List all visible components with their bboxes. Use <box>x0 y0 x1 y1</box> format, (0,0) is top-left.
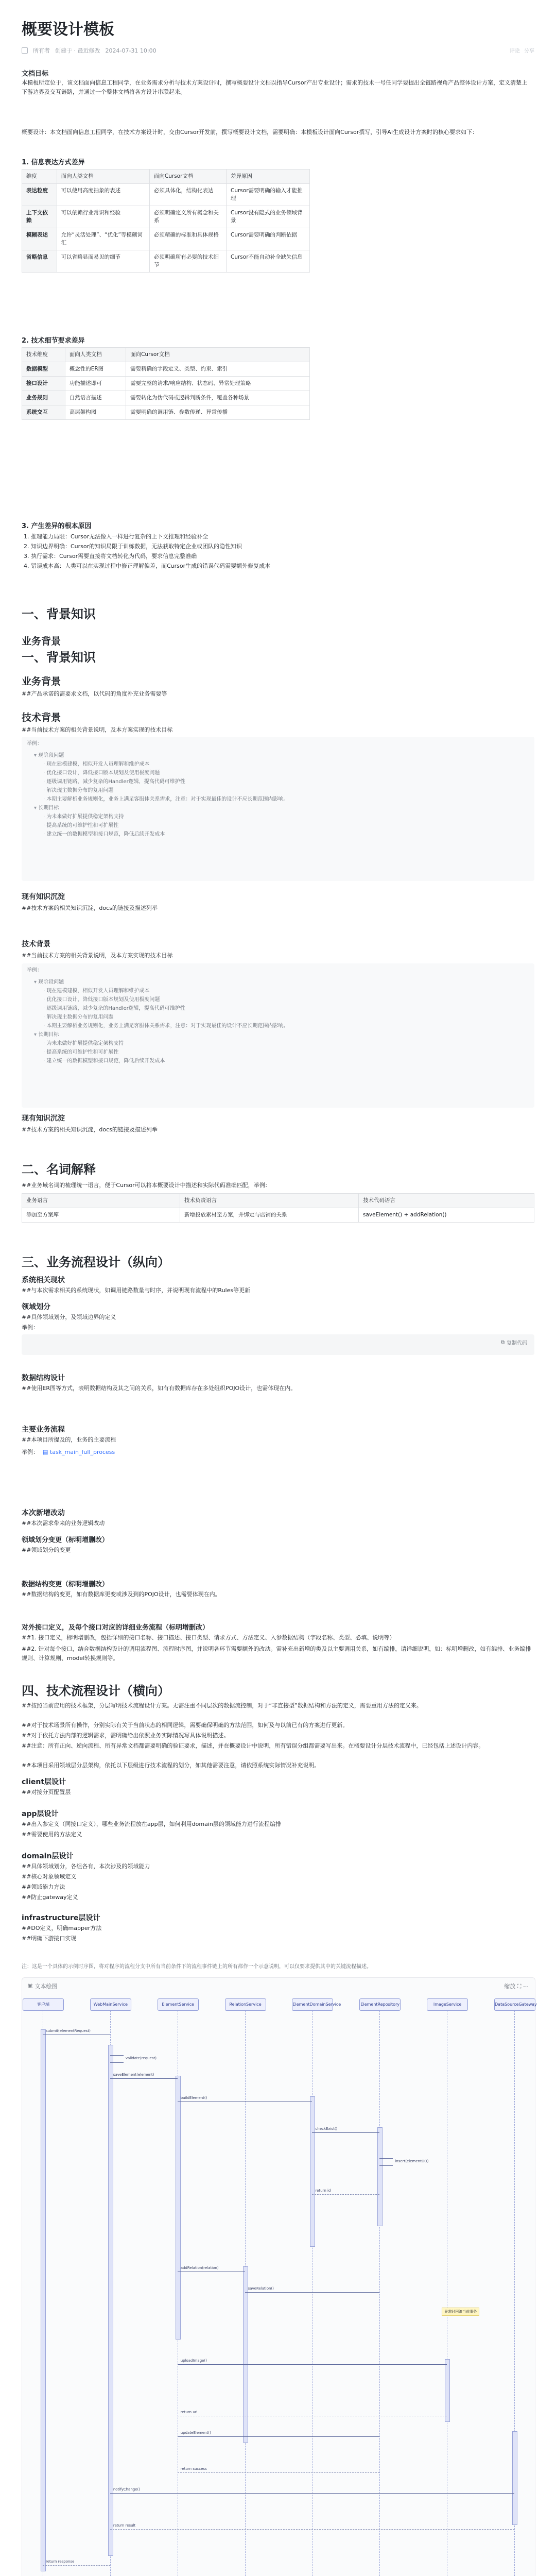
tree-leaf: · 建立统一的数据模型和接口规范，降低后续开发成本 <box>43 830 528 839</box>
message-label: buildElement() <box>180 2096 207 2100</box>
tree-leaf: · 为未来做好扩展提供稳定架构支持 <box>43 812 528 821</box>
activation-bar <box>41 2029 46 2571</box>
flow-note: ##本项目所提及的，业务的主要流程 <box>22 1436 116 1443</box>
domain-example-label: 举例： <box>22 1324 39 1331</box>
api-note-2: ##2. 针对每个接口，结合数据结构设计的调用流程图、流程时序图，并说明各环节需要额外的改动。需补充出新增的类及以主要调用关系，如有编排，请详细说明，如：标明增删改，如有编排、业务编排规则、计算规则、model转换规则等。 <box>22 1646 531 1662</box>
message-label: return result <box>113 2523 136 2528</box>
list-item: 2. 知识边界明确：Cursor的知识局限于训练数据，无法获取特定企业或团队的隐性知识 <box>31 541 494 551</box>
message-label: addRelation(relation) <box>180 2266 219 2270</box>
goal-tree <box>27 978 528 1065</box>
tech-note-3: ##对于依托方法内部的逻辑需求，需明确给出依照业务实际情况写具体说明描述。 <box>22 1732 230 1739</box>
intro-para-2: 概要设计：本文档面向信息工程同学，在技术方案设计时，交由Cursor开发前，撰写概要设计文档，需要明确：本模板设计面向Cursor撰写，引导AI生成设计方案时的核心要求如下： <box>22 129 478 135</box>
table-header: 技术代码语言 <box>359 1194 534 1208</box>
part1-heading-dup: 一、背景知识 <box>22 650 96 665</box>
more-icon[interactable]: ⋯ <box>523 1983 529 1990</box>
section2-heading: 2. 技术细节要求差异 <box>22 337 85 345</box>
example-label: 举例： <box>27 968 42 973</box>
tree-leaf: · 提高系统的可维护性和可扩展性 <box>43 1048 528 1057</box>
tree-leaf: · 提高系统的可维护性和可扩展性 <box>43 821 528 830</box>
table-cell: Cursor没有隐式的业务领域背景 <box>227 206 310 228</box>
activation-bar <box>377 2127 383 2226</box>
existing-note-2: ##技术方案的相关知识沉淀，docs的链接及描述列举 <box>22 1126 158 1133</box>
zoom-control[interactable]: 缩放 <box>504 1983 516 1990</box>
existing-heading-1: 现有知识沉淀 <box>22 893 65 901</box>
tech-bg-note-2: ##当前技术方案的相关背景说明，及本方案实现的技术目标 <box>22 952 173 959</box>
table-row <box>22 362 310 377</box>
message-label: return id <box>315 2189 331 2193</box>
table-cell: 概念性的ER图 <box>65 362 126 377</box>
biz-bg-heading-a: 业务背景 <box>22 636 61 647</box>
example-label: 举例： <box>27 741 42 747</box>
list-item: 1. 推理能力局限：Cursor无法像人一样进行复杂的上下文推理和经验补全 <box>31 532 494 541</box>
domain-heading: 领域划分 <box>22 1303 50 1311</box>
section1-heading: 1. 信息表达方式差异 <box>22 159 85 166</box>
biz-bg-heading-b: 业务背景 <box>22 676 61 687</box>
participant-box: ElementService <box>158 1998 199 2011</box>
table-row <box>22 184 310 206</box>
table-cell: Cursor需要明确的判断依据 <box>227 228 310 250</box>
meta-owner[interactable]: 所有者 <box>33 47 50 54</box>
table-cell: 必须明确所有必要的技术细节 <box>149 250 226 273</box>
share-button[interactable]: 分享 <box>524 48 534 54</box>
participant-box: DataSourceGateway <box>494 1998 535 2011</box>
status-heading: 系统相关现状 <box>22 1276 65 1284</box>
domain-layer-heading: domain层设计 <box>22 1852 74 1860</box>
data-change-heading: 数据结构变更（标明增删改） <box>22 1581 109 1588</box>
table-row <box>22 1208 534 1223</box>
table-row <box>22 377 310 391</box>
activation-bar <box>310 2096 315 2247</box>
tree-leaf: · 逐级调用链路，减少复杂的Handler逻辑，提高代码可维护性 <box>43 1004 528 1013</box>
intro-para-1: 本模板所定位于，该文档面向信息工程同学，在业务需求分析与技术方案设计时，撰写概要设计文档以指导Cursor产出专业设计；需求的技术一号任同学要提出全链路视角产品整体设计方案，定义清楚上下游边界及交互链路，并通过一个整体文档将各方设计串联起来。 <box>22 79 528 95</box>
message-label: insert(elementDO) <box>395 2159 429 2163</box>
table-header: 差异原因 <box>227 170 310 184</box>
model-note: ##使用ER图等方式，表明数据结构及其之间的关系，如有有数据库存在多处组织POJO设计，也需体现在内。 <box>22 1385 297 1392</box>
tree-node[interactable]: ▾ 现阶段问题 · 现在建模建模，相似开发人员理解和维护成本 · 优化接口设计，降低接口版本规划及使用极度问题 · 逐级调用链路，减少复杂的Handler逻辑，提高代码可维护性 · 解决现主数据分布的复用问题 · 本期主要解析业务规则化，业务上满足客服体关系需求，注意：对于实现最佳的设计不应长期范围内影响。 <box>34 751 528 804</box>
tree-leaf: · 现在建模建模，相似开发人员理解和维护成本 <box>43 987 528 995</box>
self-message <box>379 2165 393 2166</box>
diff-table-2 <box>22 347 310 420</box>
table-row <box>22 228 310 250</box>
infra-note-1: ##DO定义，明确mapper方法 <box>22 1925 102 1931</box>
table-cell: 需要明确的调用链、参数传递、异常传播 <box>126 405 310 420</box>
table-header: 维度 <box>22 170 57 184</box>
copy-icon: ⧉ <box>500 1340 505 1345</box>
data-change-note: ##数据结构的变更，如有数据库更变或涉及到的POJO设计，也需要体现在内。 <box>22 1591 221 1598</box>
change-heading: 本次新增改动 <box>22 1509 65 1517</box>
tree-leaf: · 优化接口设计，降低接口版本规划及使用极度问题 <box>43 995 528 1004</box>
table-cell: 模糊表述 <box>22 228 57 250</box>
table-header: 面向人类文档 <box>57 170 149 184</box>
tech-note-4: ##注意：所有正向、逆向流程、所有异常文档都需要明确的验证要求，描述，并在概要设计中说明，所有错误分组都需要写出来。在概要设计分层技术流程中，已经包括上述设计内容。 <box>22 1742 484 1749</box>
glossary-note: ##业务域名词的梳理统一语言，便于Cursor可以将本概要设计中描述和实际代码准确匹配，举例： <box>22 1182 271 1189</box>
table-cell: 新增投放素材至方案，并绑定与店铺的关系 <box>180 1208 359 1223</box>
flow-example-row <box>22 1448 115 1457</box>
table-header: 技术维度 <box>22 348 65 362</box>
part3-heading: 三、业务流程设计（纵向） <box>22 1255 170 1269</box>
diagram-icon: ⌘ <box>27 1983 35 1990</box>
copy-code-label: 复制代码 <box>507 1341 527 1346</box>
message-label: validate(request) <box>125 2056 157 2060</box>
owner-icon <box>22 47 28 54</box>
message-label: submit(elementRequest) <box>46 2029 91 2033</box>
self-message <box>110 2055 124 2056</box>
tech-bg-heading-1: 技术背景 <box>22 712 61 723</box>
domain-note: ##具体领域划分，及领域边界的定义 <box>22 1314 116 1320</box>
call-message <box>178 2436 380 2437</box>
domain-layer-note-2: ##核心对象领域定义 <box>22 1873 77 1880</box>
tree-leaf: · 为未来做好扩展提供稳定架构支持 <box>43 1039 528 1048</box>
participant-box: ImageService <box>427 1998 468 2011</box>
tech-note-1: ##按照当前应用的技术框架，分层写明技术流程设计方案。无需注重不同层次的数据流控制，对于“非直接型”数据结构和方法的定义，需要重用方法的定义来。 <box>22 1702 422 1709</box>
fullscreen-icon[interactable]: ⛶ <box>517 1983 522 1990</box>
message-label: return response <box>46 2560 75 2564</box>
app-heading: app层设计 <box>22 1810 59 1818</box>
doc-icon: ▤ <box>43 1449 50 1455</box>
table-header: 技术负责语言 <box>180 1194 359 1208</box>
table-cell: 接口设计 <box>22 377 65 391</box>
self-message <box>110 2062 124 2063</box>
domain-change-heading: 领域划分变更（标明增删改） <box>22 1536 109 1544</box>
meta-created: 创建于 · 最近修改 <box>55 47 100 54</box>
sequence-canvas <box>22 1978 535 2576</box>
list-item: 3. 执行需求：Cursor需要直接将文档转化为代码，要求信息完整准确 <box>31 551 494 561</box>
return-message <box>178 2472 380 2473</box>
biz-bg-note: ##产品承诺的需要求文档，以代码的角度补充业务需要等 <box>22 690 167 697</box>
participant-box: ElementDomainService <box>292 1998 333 2011</box>
tree-leaf: · 现在建模建模，相似开发人员理解和维护成本 <box>43 760 528 769</box>
tree-node[interactable]: ▾ 长期目标 · 为未来做好扩展提供稳定架构支持 · 提高系统的可维护性和可扩展性 · 建立统一的数据模型和接口规范，降低后续开发成本 <box>34 804 528 839</box>
table-cell: 必须明确定义所有概念和关系 <box>149 206 226 228</box>
activation-bar <box>176 2076 181 2340</box>
reason-list <box>22 532 494 571</box>
return-message <box>312 2194 379 2195</box>
table-row <box>22 391 310 405</box>
tree-node[interactable]: ▾ 现阶段问题 · 现在建模建模，相似开发人员理解和维护成本 · 优化接口设计，降低接口版本规划及使用极度问题 · 逐级调用链路，减少复杂的Handler逻辑，提高代码可维护性 · 解决现主数据分布的复用问题 · 本期主要解析业务规则化，业务上满足客服体关系需求，注意：对于实现最佳的设计不应长期范围内影响。 <box>34 978 528 1030</box>
tech-bg-heading-2: 技术背景 <box>22 940 50 948</box>
table-cell: 高层架构图 <box>65 405 126 420</box>
self-message <box>379 2158 393 2159</box>
tree-leaf: · 逐级调用链路，减少复杂的Handler逻辑，提高代码可维护性 <box>43 777 528 786</box>
table-header: 业务语言 <box>22 1194 180 1208</box>
tree-leaf: · 本期主要解析业务规则化，业务上满足客服体关系需求，注意：对于实现最佳的设计不应长期范围内影响。 <box>43 1022 528 1030</box>
existing-note-1: ##技术方案的相关知识沉淀，docs的链接及描述列举 <box>22 905 158 911</box>
tree-leaf: · 建立统一的数据模型和接口规范，降低后续开发成本 <box>43 1057 528 1065</box>
message-label: notifyChange() <box>113 2487 140 2492</box>
table-row <box>22 405 310 420</box>
api-heading: 对外接口定义，及每个接口对应的详细业务流程（标明增删改） <box>22 1624 210 1632</box>
table-cell: 省略信息 <box>22 250 57 273</box>
table-cell: 系统交互 <box>22 405 65 420</box>
table-cell: saveElement() + addRelation() <box>359 1208 534 1223</box>
tech-note-5: ##本项目采用领域层分层架构，依托以下层级进行技术流程的划分，如其他需要注意，请依照系统实际情况补充说明。 <box>22 1762 320 1769</box>
activation-bar <box>512 2431 517 2525</box>
lifeline <box>379 2011 380 2576</box>
diagram-title: 文本绘图 <box>34 1983 58 1990</box>
diagram-note-box: 异常时回滚当前事务 <box>442 2308 479 2316</box>
table-cell: 上下文依赖 <box>22 206 57 228</box>
table-cell: 自然语言描述 <box>65 391 126 405</box>
call-message <box>245 2292 380 2293</box>
domain-change-note: ##领域划分的变更 <box>22 1547 71 1553</box>
table-row <box>22 250 310 273</box>
glossary-table <box>22 1193 534 1223</box>
copy-code-button[interactable] <box>501 1338 527 1346</box>
flow-doc-link[interactable]: ▤ task_main_full_process <box>43 1449 115 1455</box>
participant-box: WebMainService <box>90 1998 131 2011</box>
domain-layer-note-4: ##防止gateway定义 <box>22 1894 78 1901</box>
message-label: uploadImage() <box>180 2359 207 2363</box>
part1-heading: 一、背景知识 <box>22 607 96 621</box>
table-cell: 表达粒度 <box>22 184 57 206</box>
part4-heading: 四、技术流程设计（横向） <box>22 1684 170 1698</box>
sequence-diagram <box>22 1977 535 2576</box>
table-cell: Cursor需要明确的输入才能推理 <box>227 184 310 206</box>
tech-bg-note-1: ##当前技术方案的相关背景说明，及本方案实现的技术目标 <box>22 726 173 733</box>
table-cell: 需要完整的请求/响应结构、状态码、异常处理策略 <box>126 377 310 391</box>
tech-bg-example-2 <box>22 963 534 1108</box>
return-message <box>110 2529 514 2530</box>
activation-bar <box>445 2359 450 2422</box>
comment-button[interactable]: 评论 <box>510 48 520 54</box>
flow-example-label: 举例： <box>22 1449 39 1455</box>
diagram-note: 注：这是一个具体的示例时序图，将对程序的流程分支中所有当前条件下的流程事件链上的所有都作一个示意说明，可以仅要求提供其中的关键流程描述。 <box>22 1964 372 1970</box>
call-message <box>110 2493 514 2494</box>
table-header: 面向Cursor文档 <box>126 348 310 362</box>
api-note-1: ##1. 接口定义，标明增删改，包括详细的接口名称、接口描述、接口类型、请求方式、方法定义、入参数据结构（字段名称、类型、必填、说明等） <box>22 1634 395 1641</box>
activation-bar <box>108 2045 113 2556</box>
infra-heading: infrastructure层设计 <box>22 1914 100 1922</box>
return-message <box>43 2565 110 2566</box>
message-label: saveElement(element) <box>113 2073 154 2077</box>
app-note-1: ##出入参定义（同接口定义），哪些业务流程放在app层，如何利用domain层的领域能力进行流程编排 <box>22 1821 281 1827</box>
section3-heading: 3. 产生差异的根本原因 <box>22 522 92 530</box>
change-note: ##本次需求带来的业务逻辑改动 <box>22 1520 105 1527</box>
doc-meta <box>22 46 157 55</box>
meta-date: 2024-07-31 10:00 <box>105 47 157 54</box>
table-cell: 必须具体化，结构化表达 <box>149 184 226 206</box>
doc-actions <box>510 46 534 54</box>
goal-tree <box>27 751 528 839</box>
domain-layer-note-3: ##领域能力方法 <box>22 1884 65 1890</box>
part2-heading: 二、名词解释 <box>22 1162 96 1177</box>
table-cell: 允许“灵活处理”、“优化”等模糊词汇 <box>57 228 149 250</box>
app-note-2: ##需要使用的方法定义 <box>22 1831 82 1838</box>
table-cell: 添加至方案库 <box>22 1208 180 1223</box>
flow-heading: 主要业务流程 <box>22 1426 65 1434</box>
table-cell: 需要转化为伪代码或逻辑判断条件，覆盖各种场景 <box>126 391 310 405</box>
intro-heading: 文档目标 <box>22 70 49 78</box>
message-label: checkExist() <box>315 2127 338 2131</box>
call-message <box>110 2078 178 2079</box>
message-label: saveRelation() <box>248 2286 274 2291</box>
list-item: 4. 错误成本高：人类可以在实现过程中修正理解偏差，而Cursor生成的错误代码需要额外修复成本 <box>31 561 494 571</box>
tree-leaf: · 解决现主数据分布的复用问题 <box>43 786 528 795</box>
table-cell: 业务规则 <box>22 391 65 405</box>
tree-leaf: · 优化接口设计，降低接口版本规划及使用极度问题 <box>43 769 528 777</box>
table-cell: 数据模型 <box>22 362 65 377</box>
table-header: 面向Cursor文档 <box>149 170 226 184</box>
message-label: return success <box>180 2467 207 2471</box>
message-label: return url <box>180 2410 198 2414</box>
code-block <box>22 1334 534 1355</box>
tree-node[interactable]: ▾ 长期目标 · 为未来做好扩展提供稳定架构支持 · 提高系统的可维护性和可扩展性 · 建立统一的数据模型和接口规范，降低后续开发成本 <box>34 1030 528 1065</box>
table-row <box>22 206 310 228</box>
table-cell: 功能描述即可 <box>65 377 126 391</box>
model-heading: 数据结构设计 <box>22 1374 65 1382</box>
tech-note-2: ##对于技术场景所有操作，分别实际有关于当前状态的相同逻辑，需要确保明确的方法范围，如何及与以前已有的方案进行更新。 <box>22 1722 349 1728</box>
table-cell: 需要精确的字段定义、类型、约束、索引 <box>126 362 310 377</box>
domain-layer-note-1: ##具体领域划分，各组各有，本次涉及的领域能力 <box>22 1863 150 1870</box>
table-header: 面向人类文档 <box>65 348 126 362</box>
client-note: ##对接分页配置层 <box>22 1789 71 1795</box>
tree-leaf: · 解决现主数据分布的复用问题 <box>43 1013 528 1022</box>
table-cell: 必须精确的标准和具体规格 <box>149 228 226 250</box>
message-label: updateElement() <box>180 2431 211 2435</box>
infra-note-2: ##明确下游接口实现 <box>22 1935 77 1942</box>
client-heading: client层设计 <box>22 1778 66 1786</box>
table-cell: Cursor不能自动补全缺失信息 <box>227 250 310 273</box>
tree-leaf: · 本期主要解析业务规则化，业务上满足客服体关系需求，注意：对于实现最佳的设计不应长期范围内影响。 <box>43 795 528 804</box>
table-cell: 可以依赖行业常识和经验 <box>57 206 149 228</box>
status-note: ##与本次需求相关的系统现状，如调用链路数量与时序，并说明现有流程中的Rules等更新 <box>22 1287 251 1294</box>
table-cell: 可以省略显而易见的细节 <box>57 250 149 273</box>
call-message <box>312 2132 379 2133</box>
existing-heading-2: 现有知识沉淀 <box>22 1114 65 1123</box>
tech-bg-example-1 <box>22 737 534 881</box>
participant-box: RelationService <box>225 1998 266 2011</box>
table-cell: 可以使用高度抽象的表述 <box>57 184 149 206</box>
participant-box: 客户端 <box>23 1998 64 2011</box>
call-message <box>178 2364 447 2365</box>
page-title: 概要设计模板 <box>22 21 114 39</box>
participant-box: ElementRepository <box>359 1998 401 2011</box>
diff-table-1 <box>22 169 310 273</box>
